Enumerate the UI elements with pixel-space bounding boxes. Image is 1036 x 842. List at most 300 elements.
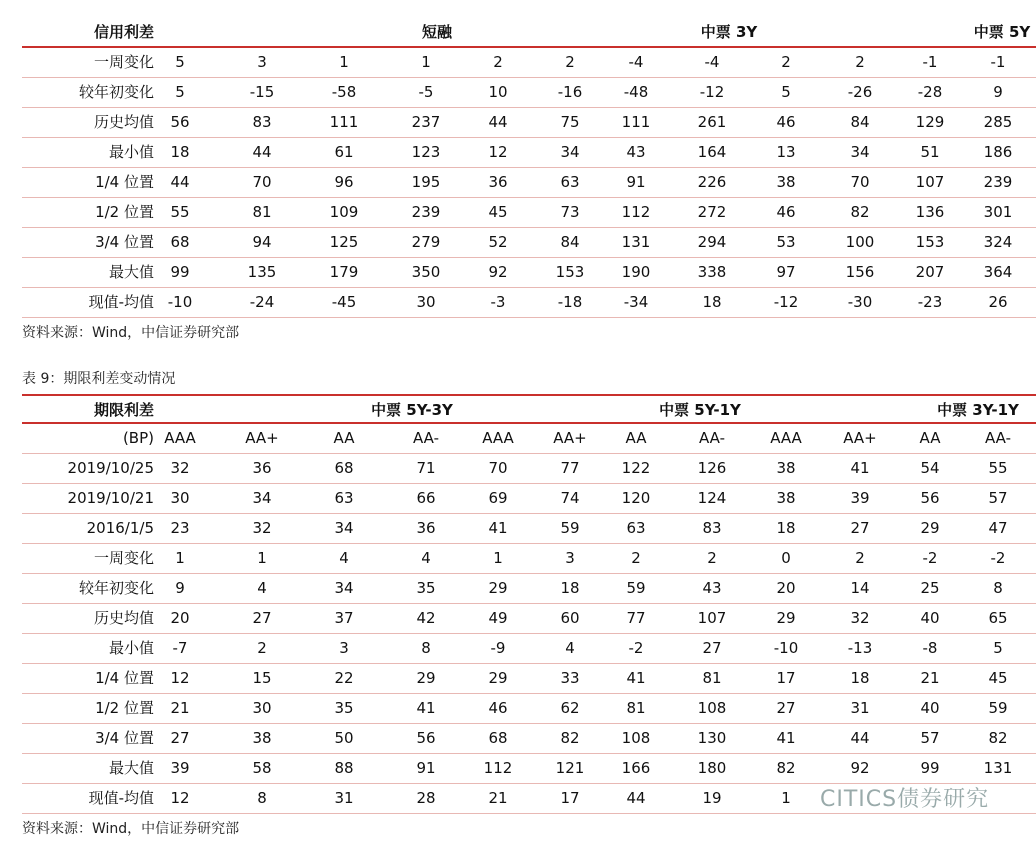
- row-label: 历史均值: [93, 609, 154, 627]
- table-cell: 27: [170, 729, 190, 747]
- table-cell: 239: [983, 173, 1013, 191]
- table-cell: 62: [560, 699, 580, 717]
- table-cell: 44: [626, 789, 646, 807]
- table-cell: -10: [167, 293, 193, 311]
- table-cell: -1: [922, 53, 938, 71]
- table-cell: 63: [626, 519, 646, 537]
- row-label: 3/4 位置: [95, 729, 154, 747]
- table-cell: 50: [334, 729, 354, 747]
- table-cell: 131: [983, 759, 1013, 777]
- term-spread-table: [22, 394, 1036, 814]
- table-row: [22, 48, 1036, 78]
- table-cell: 156: [845, 263, 875, 281]
- table-cell: 44: [252, 143, 272, 161]
- table-cell: -9: [490, 639, 506, 657]
- table-cell: 30: [416, 293, 436, 311]
- table-cell: -4: [704, 53, 720, 71]
- table-cell: 301: [983, 203, 1013, 221]
- table-cell: 4: [339, 549, 349, 567]
- table-cell: -26: [847, 83, 873, 101]
- table-cell: 109: [329, 203, 359, 221]
- table-cell: 56: [170, 113, 190, 131]
- table-cell: -13: [847, 639, 873, 657]
- table-cell: 18: [850, 669, 870, 687]
- table-cell: 285: [983, 113, 1013, 131]
- table-cell: 29: [920, 519, 940, 537]
- table-cell: 29: [488, 579, 508, 597]
- table-cell: 1: [421, 53, 431, 71]
- table-cell: 153: [915, 233, 945, 251]
- table-cell: 136: [915, 203, 945, 221]
- table-cell: 77: [626, 609, 646, 627]
- row-label: 1/4 位置: [95, 669, 154, 687]
- table-cell: 8: [993, 579, 1003, 597]
- table2-caption: 表 9：期限利差变动情况: [22, 371, 176, 387]
- table-cell: 8: [257, 789, 267, 807]
- table-cell: 180: [697, 759, 727, 777]
- table-cell: 135: [247, 263, 277, 281]
- table-cell: 164: [697, 143, 727, 161]
- row-label: 一周变化: [93, 53, 154, 71]
- table-cell: -12: [699, 83, 725, 101]
- table-cell: AAA: [164, 429, 196, 447]
- table-cell: -58: [331, 83, 357, 101]
- table-cell: 44: [170, 173, 190, 191]
- table-cell: 91: [416, 759, 436, 777]
- table-cell: 2: [493, 53, 503, 71]
- table-cell: 9: [175, 579, 185, 597]
- table-row: [22, 228, 1036, 258]
- table-cell: 41: [850, 459, 870, 477]
- table-cell: 39: [170, 759, 190, 777]
- table-cell: 1: [781, 789, 791, 807]
- table-cell: 32: [850, 609, 870, 627]
- table-cell: 94: [252, 233, 272, 251]
- table-cell: 60: [560, 609, 580, 627]
- table-cell: -8: [922, 639, 938, 657]
- table-cell: 52: [488, 233, 508, 251]
- table-cell: 186: [983, 143, 1013, 161]
- table-cell: 2: [707, 549, 717, 567]
- table-cell: 279: [411, 233, 441, 251]
- row-label: 1/2 位置: [95, 699, 154, 717]
- table-cell: 91: [626, 173, 646, 191]
- table-cell: 99: [920, 759, 940, 777]
- row-label: 最小值: [108, 143, 154, 161]
- table-cell: 126: [697, 459, 727, 477]
- table-cell: 2: [855, 53, 865, 71]
- table-row: [22, 634, 1036, 664]
- row-label: 最小值: [108, 639, 154, 657]
- row-label: 最大值: [108, 759, 154, 777]
- table-cell: 3: [257, 53, 267, 71]
- table-cell: 82: [988, 729, 1008, 747]
- table-cell: 92: [850, 759, 870, 777]
- table-cell: 81: [252, 203, 272, 221]
- table-cell: 4: [421, 549, 431, 567]
- table-cell: 5: [175, 53, 185, 71]
- table-cell: -12: [773, 293, 799, 311]
- table-cell: 27: [776, 699, 796, 717]
- table-cell: 57: [988, 489, 1008, 507]
- table-cell: 49: [488, 609, 508, 627]
- table-cell: 2: [565, 53, 575, 71]
- table-cell: 22: [334, 669, 354, 687]
- table-cell: 2: [257, 639, 267, 657]
- table-cell: 34: [850, 143, 870, 161]
- table-cell: -1: [990, 53, 1006, 71]
- table-cell: 179: [329, 263, 359, 281]
- table-cell: -2: [922, 549, 938, 567]
- row-label: 现值-均值: [88, 789, 154, 807]
- table-cell: AAA: [770, 429, 802, 447]
- table-cell: 10: [488, 83, 508, 101]
- table-cell: 108: [621, 729, 651, 747]
- table-cell: -24: [249, 293, 275, 311]
- table-cell: 77: [560, 459, 580, 477]
- table-cell: -10: [773, 639, 799, 657]
- table-cell: AA-: [698, 429, 726, 447]
- table-cell: 37: [334, 609, 354, 627]
- row-label: 较年初变化: [78, 579, 154, 597]
- table-cell: 29: [776, 609, 796, 627]
- row-label: 2019/10/25: [67, 459, 154, 477]
- table-cell: 34: [334, 579, 354, 597]
- table-cell: 28: [416, 789, 436, 807]
- table-cell: 2: [855, 549, 865, 567]
- table-cell: 30: [170, 489, 190, 507]
- table-cell: -23: [917, 293, 943, 311]
- table-cell: 57: [920, 729, 940, 747]
- table-cell: 19: [702, 789, 722, 807]
- table-cell: 1: [339, 53, 349, 71]
- table-cell: 20: [776, 579, 796, 597]
- table-cell: 125: [329, 233, 359, 251]
- table-cell: 364: [983, 263, 1013, 281]
- table-row: [22, 168, 1036, 198]
- table-cell: 239: [411, 203, 441, 221]
- table-cell: -34: [623, 293, 649, 311]
- table-cell: 108: [697, 699, 727, 717]
- table-cell: 45: [988, 669, 1008, 687]
- table-cell: -16: [557, 83, 583, 101]
- table-cell: 47: [988, 519, 1008, 537]
- table-row: [22, 694, 1036, 724]
- table-cell: 9: [993, 83, 1003, 101]
- table-cell: 111: [329, 113, 359, 131]
- table-cell: 53: [776, 233, 796, 251]
- table-cell: 51: [920, 143, 940, 161]
- header-group-1: 中票 5Y-3Y: [371, 401, 453, 419]
- table-cell: AA-: [412, 429, 440, 447]
- table-cell: 207: [915, 263, 945, 281]
- table-cell: 63: [560, 173, 580, 191]
- table-cell: 261: [697, 113, 727, 131]
- table-cell: 100: [845, 233, 875, 251]
- table-cell: -15: [249, 83, 275, 101]
- row-label: 2016/1/5: [86, 519, 154, 537]
- table-cell: 45: [488, 203, 508, 221]
- table-cell: 130: [697, 729, 727, 747]
- table-cell: 97: [776, 263, 796, 281]
- table-cell: 69: [488, 489, 508, 507]
- table-cell: 3: [339, 639, 349, 657]
- table-cell: 59: [988, 699, 1008, 717]
- table-row: [22, 754, 1036, 784]
- table-cell: 38: [252, 729, 272, 747]
- table-cell: 123: [411, 143, 441, 161]
- table-cell: 21: [170, 699, 190, 717]
- table-cell: 1: [493, 549, 503, 567]
- table-cell: 17: [560, 789, 580, 807]
- table-cell: 122: [621, 459, 651, 477]
- table-cell: 112: [483, 759, 513, 777]
- table-cell: 83: [252, 113, 272, 131]
- table-cell: -2: [990, 549, 1006, 567]
- table-cell: 34: [334, 519, 354, 537]
- header-group-3: 中票 3Y-1Y: [937, 401, 1019, 419]
- table-cell: 96: [334, 173, 354, 191]
- table-cell: 1: [175, 549, 185, 567]
- table-row: [22, 288, 1036, 318]
- table-cell: 88: [334, 759, 354, 777]
- table-cell: 36: [252, 459, 272, 477]
- table-cell: 15: [252, 669, 272, 687]
- table-cell: 83: [702, 519, 722, 537]
- table-row: [22, 258, 1036, 288]
- table-cell: 131: [621, 233, 651, 251]
- header-group-3: 中票 5Y: [973, 23, 1031, 41]
- table-cell: 3: [565, 549, 575, 567]
- table-cell: 18: [776, 519, 796, 537]
- table-cell: 82: [560, 729, 580, 747]
- table-cell: AAA: [482, 429, 514, 447]
- table-cell: 66: [416, 489, 436, 507]
- table-cell: 18: [560, 579, 580, 597]
- table-cell: 18: [170, 143, 190, 161]
- table-row: [22, 544, 1036, 574]
- table-cell: 68: [334, 459, 354, 477]
- table-cell: 12: [170, 789, 190, 807]
- table-cell: 84: [560, 233, 580, 251]
- table-cell: 56: [416, 729, 436, 747]
- table-cell: 5: [175, 83, 185, 101]
- table2-source: 资料来源：Wind，中信证券研究部: [22, 821, 240, 837]
- table-cell: 25: [920, 579, 940, 597]
- table-cell: 2: [631, 549, 641, 567]
- table-cell: 54: [920, 459, 940, 477]
- table-cell: 82: [850, 203, 870, 221]
- table-cell: 82: [776, 759, 796, 777]
- header-group-1: 短融: [421, 23, 452, 41]
- table-cell: 71: [416, 459, 436, 477]
- table-cell: 31: [334, 789, 354, 807]
- table-cell: -3: [490, 293, 506, 311]
- table-cell: 31: [850, 699, 870, 717]
- table-cell: 21: [920, 669, 940, 687]
- table-header: [22, 394, 1036, 424]
- table-cell: 12: [488, 143, 508, 161]
- table-cell: 2: [781, 53, 791, 71]
- table-cell: 29: [416, 669, 436, 687]
- row-label: 现值-均值: [88, 293, 154, 311]
- table-cell: 38: [776, 173, 796, 191]
- table-cell: 27: [850, 519, 870, 537]
- table-cell: 65: [988, 609, 1008, 627]
- table-cell: 36: [416, 519, 436, 537]
- table-cell: 43: [702, 579, 722, 597]
- table-cell: 14: [850, 579, 870, 597]
- table-cell: 35: [334, 699, 354, 717]
- table-cell: 59: [560, 519, 580, 537]
- table-cell: -5: [418, 83, 434, 101]
- table-cell: 338: [697, 263, 727, 281]
- table-cell: 40: [920, 699, 940, 717]
- table-cell: 324: [983, 233, 1013, 251]
- table-cell: 46: [488, 699, 508, 717]
- table-cell: 195: [411, 173, 441, 191]
- table-cell: 112: [621, 203, 651, 221]
- table-cell: 111: [621, 113, 651, 131]
- table-cell: 46: [776, 203, 796, 221]
- table1-source: 资料来源：Wind，中信证券研究部: [22, 325, 240, 341]
- table-cell: AA: [333, 429, 355, 447]
- table-header: [22, 18, 1036, 48]
- table-cell: AA+: [553, 429, 587, 447]
- table-cell: 81: [626, 699, 646, 717]
- table-cell: AA+: [843, 429, 877, 447]
- table-cell: 35: [416, 579, 436, 597]
- table-cell: -30: [847, 293, 873, 311]
- row-label: 2019/10/21: [67, 489, 154, 507]
- table-row: [22, 424, 1036, 454]
- table-cell: AA: [625, 429, 647, 447]
- table-cell: 121: [555, 759, 585, 777]
- row-label: 一周变化: [93, 549, 154, 567]
- table-cell: 92: [488, 263, 508, 281]
- table-cell: 41: [488, 519, 508, 537]
- table-cell: 30: [252, 699, 272, 717]
- table-cell: 27: [252, 609, 272, 627]
- table-cell: 29: [488, 669, 508, 687]
- table-cell: 26: [988, 293, 1008, 311]
- table-row: [22, 78, 1036, 108]
- table-cell: 12: [170, 669, 190, 687]
- table-row: [22, 198, 1036, 228]
- table-cell: 4: [257, 579, 267, 597]
- header-label: 期限利差: [93, 401, 154, 419]
- header-group-2: 中票 5Y-1Y: [659, 401, 741, 419]
- table-cell: AA-: [984, 429, 1012, 447]
- table-row: [22, 664, 1036, 694]
- table-cell: 17: [776, 669, 796, 687]
- table-row: [22, 574, 1036, 604]
- table-cell: 350: [411, 263, 441, 281]
- table-cell: 153: [555, 263, 585, 281]
- table-cell: 38: [776, 459, 796, 477]
- table-cell: 41: [776, 729, 796, 747]
- table-row: [22, 604, 1036, 634]
- table-cell: 18: [702, 293, 722, 311]
- table-cell: 34: [560, 143, 580, 161]
- table-cell: 1: [257, 549, 267, 567]
- row-label: 最大值: [108, 263, 154, 281]
- table-cell: 166: [621, 759, 651, 777]
- table-cell: 74: [560, 489, 580, 507]
- table-cell: 40: [920, 609, 940, 627]
- table-cell: 27: [702, 639, 722, 657]
- table-cell: 23: [170, 519, 190, 537]
- table-cell: 70: [252, 173, 272, 191]
- table-cell: 190: [621, 263, 651, 281]
- table-cell: 237: [411, 113, 441, 131]
- table-row: [22, 454, 1036, 484]
- table-cell: 59: [626, 579, 646, 597]
- header-group-2: 中票 3Y: [700, 23, 758, 41]
- table-cell: 107: [915, 173, 945, 191]
- table-cell: 43: [626, 143, 646, 161]
- table-row: [22, 514, 1036, 544]
- table-cell: 32: [170, 459, 190, 477]
- table-cell: 124: [697, 489, 727, 507]
- credit-spread-table: [22, 18, 1036, 318]
- table-cell: 272: [697, 203, 727, 221]
- row-label: 历史均值: [93, 113, 154, 131]
- table-cell: AA+: [245, 429, 279, 447]
- table-cell: 63: [334, 489, 354, 507]
- table-cell: 41: [626, 669, 646, 687]
- table-cell: 42: [416, 609, 436, 627]
- table-cell: -48: [623, 83, 649, 101]
- table-cell: 32: [252, 519, 272, 537]
- table-cell: 46: [776, 113, 796, 131]
- table-cell: 4: [565, 639, 575, 657]
- table-cell: 68: [488, 729, 508, 747]
- header-label: 信用利差: [93, 23, 154, 41]
- table-row: [22, 138, 1036, 168]
- row-label: 1/4 位置: [95, 173, 154, 191]
- table-cell: 73: [560, 203, 580, 221]
- watermark: CITICS债券研究: [820, 787, 990, 812]
- table-cell: -7: [172, 639, 188, 657]
- row-label: 1/2 位置: [95, 203, 154, 221]
- table-cell: 107: [697, 609, 727, 627]
- table-cell: 44: [850, 729, 870, 747]
- table-cell: 5: [993, 639, 1003, 657]
- table-cell: 99: [170, 263, 190, 281]
- table-cell: -28: [917, 83, 943, 101]
- table-cell: 13: [776, 143, 796, 161]
- table-cell: 61: [334, 143, 354, 161]
- table-cell: 70: [850, 173, 870, 191]
- table-cell: 33: [560, 669, 580, 687]
- row-label: 较年初变化: [78, 83, 154, 101]
- table-cell: 75: [560, 113, 580, 131]
- table-cell: 129: [915, 113, 945, 131]
- table-cell: AA: [919, 429, 941, 447]
- table-cell: 41: [416, 699, 436, 717]
- table-cell: 68: [170, 233, 190, 251]
- table-cell: 39: [850, 489, 870, 507]
- table-cell: 55: [988, 459, 1008, 477]
- table-cell: 36: [488, 173, 508, 191]
- table-cell: -45: [331, 293, 357, 311]
- table-cell: 58: [252, 759, 272, 777]
- table-cell: 44: [488, 113, 508, 131]
- table-row: [22, 484, 1036, 514]
- table-cell: 34: [252, 489, 272, 507]
- table-cell: 20: [170, 609, 190, 627]
